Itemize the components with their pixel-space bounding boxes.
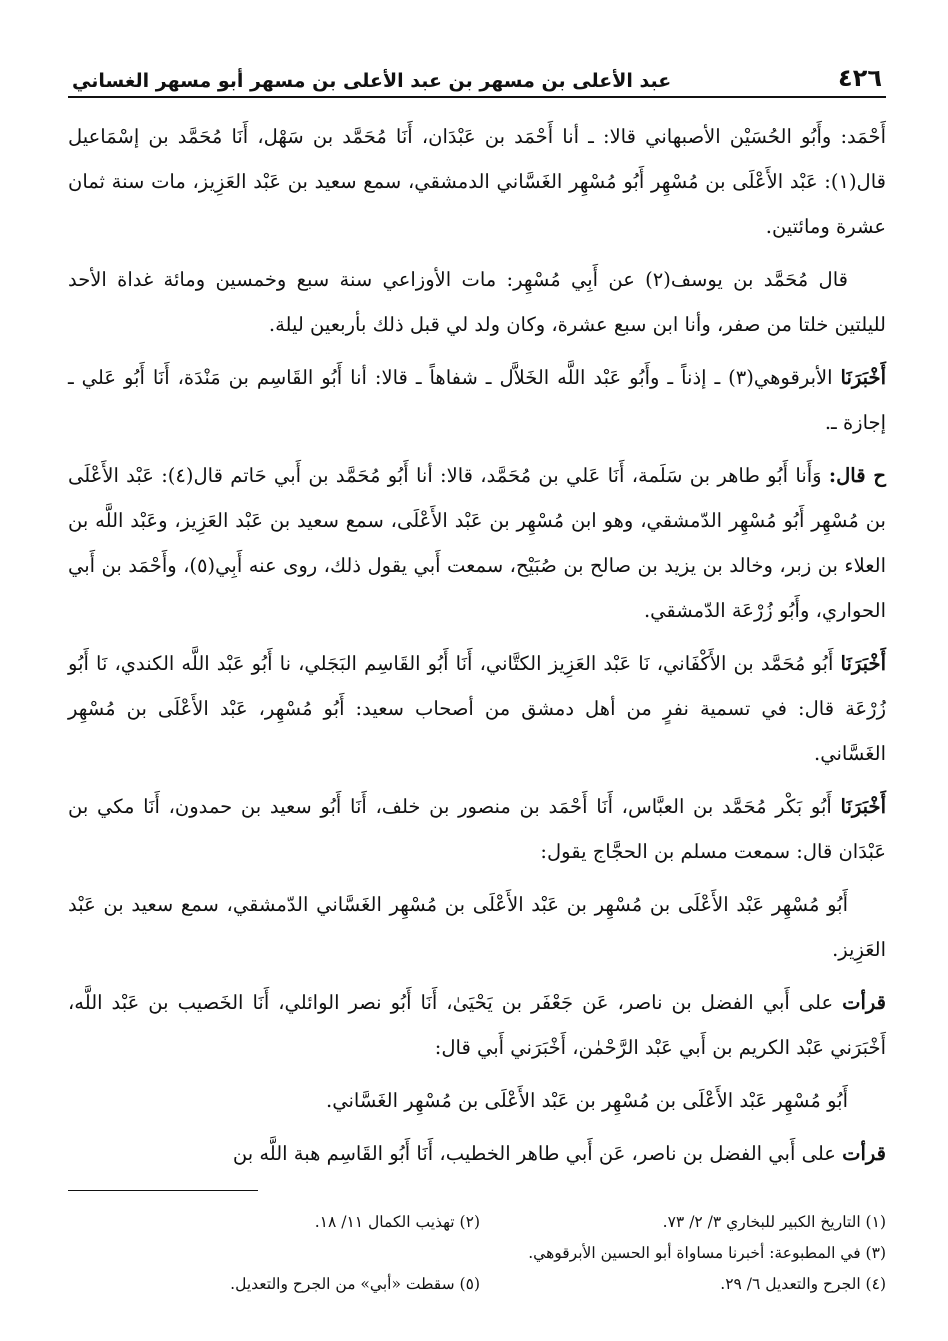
paragraph-lead: أَخْبَرَنَا [840, 795, 886, 818]
running-header [68, 48, 886, 98]
footnote-row [68, 1238, 886, 1269]
paragraph-text: قال مُحَمَّد بن يوسف(٢) عن أَبِي مُسْهِر: مات الأوزاعي سنة سبع وخمسين ومائة غداة الأحد لليلتين خلتا من صفر، وأنا ابن سبع عشرة، وكان ولد لي قبل ذلك بأربعين ليلة. [68, 268, 886, 336]
paragraph-lead: قرأت [842, 991, 886, 1014]
book-page [68, 48, 886, 1300]
paragraph-text: وَأَنا أَبُو طاهر بن سَلَمة، أَنَا عَلي بن مُحَمَّد، قالا: أنا أَبُو مُحَمَّد بن أَبي حَاتم قال(٤): عَبْد الأَعْلَى بن مُسْهِر أَبُو مُسْهِر الدّمشقي، وهو ابن مُسْهِر بن عَبْد الأَعْلَى، سمع سعيد بن عَبْد العَزِيز، وعَبْد اللَّه بن العلاء بن زبر، وخالد بن يزيد بن صالح بن صُبَيْح، سمعت أَبي يقول ذلك، روى عنه أَبِي(٥)، وأَحْمَد بن أَبي الحواري، وأَبُو زُرْعَة الدّمشقي. [68, 464, 886, 622]
page-number: ٤٢٦ [838, 64, 882, 92]
footnote-2: (٢) تهذيب الكمال ١١/ ١٨. [314, 1213, 480, 1231]
paragraph-text: أَبُو بَكْر مُحَمَّد بن العبَّاس، أَنَا أَحْمَد بن منصور بن خلف، أَنَا أَبُو سعيد بن حمدون، أَنَا مكي بن عَبْدَان قال: سمعت مسلم بن الحجَّاج يقول: [68, 795, 886, 863]
running-title: عبد الأعلى بن مسهر بن عبد الأعلى بن مسهر أبو مسهر الغساني [72, 70, 672, 92]
paragraph [68, 453, 886, 633]
paragraph [68, 882, 886, 972]
paragraph [68, 257, 886, 347]
paragraph-text: أَحْمَد: وأَبُو الحُسَيْن الأصبهاني قالا: ـ أنا أَحْمَد بن عَبْدَان، أَنَا مُحَمَّد بن سَهْل، أَنَا مُحَمَّد بن إسْمَاعيل قال(١): عَبْد الأَعْلَى بن مُسْهِر أَبُو مُسْهِر الغَسَّاني الدمشقي، سمع سعيد بن عَبْد العَزِيز، مات سنة ثمان عشرة ومائتين. [68, 125, 886, 238]
footnote-3: (٣) في المطبوعة: أخبرنا مساواة أبو الحسين الأبرقوهي. [528, 1244, 886, 1262]
paragraph [68, 641, 886, 776]
paragraph-text: أَبُو مُحَمَّد بن الأَكْفَاني، نَا عَبْد العَزِيز الكتَّاني، أَنَا أَبُو القَاسِم البَجَلي، نا أَبُو عَبْد اللَّه الكندي، نَا أَبُو زُرْعَة قال: في تسمية نفرٍ من أهل دمشق من أصحاب سعيد: أَبُو مُسْهِر، عَبْد الأَعْلَى بن مُسْهِر الغَسَّاني. [68, 652, 886, 765]
footnote-row [68, 1269, 886, 1300]
paragraph [68, 980, 886, 1070]
paragraph [68, 1131, 886, 1176]
paragraph [68, 1078, 886, 1123]
paragraph [68, 114, 886, 249]
paragraph-lead: أَخْبَرَنَا [840, 652, 886, 675]
paragraph-lead: ح قال: [828, 464, 886, 487]
paragraph-lead: أَخْبَرَنَا [840, 366, 886, 389]
paragraph [68, 784, 886, 874]
footnote-separator [68, 1190, 258, 1191]
paragraph-text: على أَبي الفضل بن ناصر، عَن أَبي طاهر الخطيب، أَنَا أَبُو القَاسِم هبة اللَّه بن [232, 1142, 843, 1165]
footnote-5: (٥) سقطت «أبي» من الجرح والتعديل. [230, 1275, 480, 1293]
footnote-row [68, 1207, 886, 1238]
main-text [68, 114, 886, 1176]
paragraph-text: أَبُو مُسْهِر عَبْد الأَعْلَى بن مُسْهِر بن عَبْد الأَعْلَى بن مُسْهِر الغَسَّاني الدّمشقي، سمع سعيد بن عَبْد العَزِيز. [68, 893, 886, 961]
footnotes [68, 1207, 886, 1300]
paragraph-text: على أَبي الفضل بن ناصر، عَن جَعْفَر بن يَحْيَىٰ، أَنَا أَبُو نصر الوائلي، أَنَا الخَصيب بن عَبْد اللَّه، أَخْبَرَني عَبْد الكريم بن أَبي عَبْد الرَّحْمٰن، أَخْبَرَني أَبي قال: [68, 991, 886, 1059]
paragraph-text: الأبرقوهي(٣) ـ إذناً ـ وأَبُو عَبْد اللَّه الخَلاَّل ـ شفاهاً ـ قالا: أنا أَبُو القَاسِم بن مَنْدَة، أَنَا أَبُو عَلي ـ إجازة ـ. [68, 366, 886, 434]
paragraph-text: أَبُو مُسْهِر عَبْد الأَعْلَى بن مُسْهِر بن عَبْد الأَعْلَى بن مُسْهِر الغَسَّاني. [326, 1089, 848, 1112]
paragraph [68, 355, 886, 445]
footnote-1: (١) التاريخ الكبير للبخاري ٣/ ٢/ ٧٣. [662, 1213, 886, 1231]
paragraph-lead: قرأت [842, 1142, 886, 1165]
footnote-4: (٤) الجرح والتعديل ٦/ ٢٩. [720, 1275, 886, 1293]
